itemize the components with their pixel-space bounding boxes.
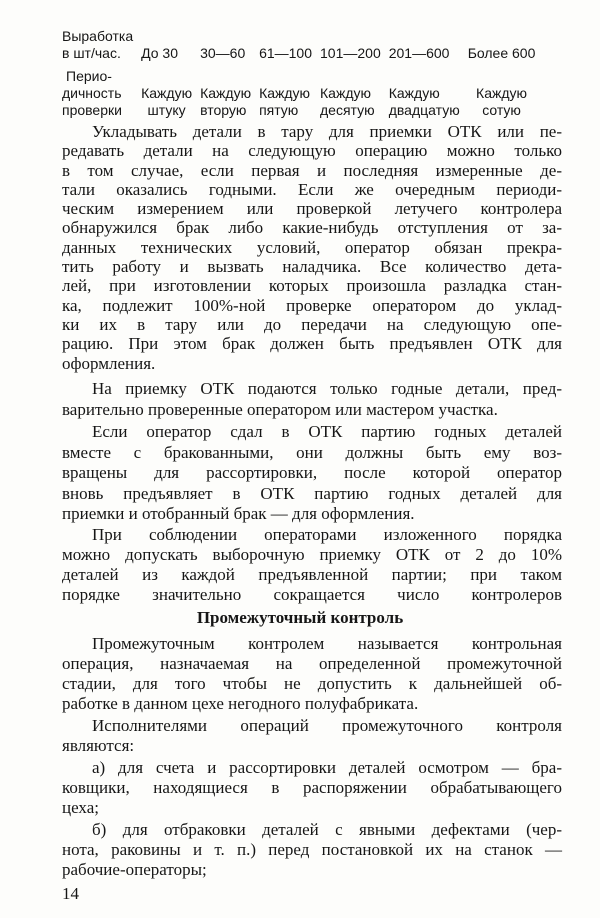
- cell-line: Каждую: [320, 85, 371, 101]
- output-cell: 101—200: [320, 45, 381, 61]
- label-line: дичность: [62, 85, 122, 101]
- text-line: При соблюдении операторами изложенного порядка: [92, 525, 562, 544]
- text-line: варительно проверенные оператором или мастером участка.: [62, 400, 498, 419]
- paragraph: [62, 378, 562, 420]
- text-line: обнаружился брак либо какие-нибудь отступления от за-: [62, 218, 562, 238]
- text-line: а) для счета и рассортировки деталей осмотром — бра-: [92, 758, 562, 777]
- cell-line: Каждую: [259, 85, 311, 101]
- cell-line: штуку: [147, 102, 186, 118]
- frequency-cell: [255, 62, 316, 119]
- paragraph: [62, 422, 562, 525]
- label-line: в шт/час.: [62, 45, 121, 61]
- output-cell: 61—100: [259, 45, 313, 61]
- frequency-cell: [385, 62, 464, 119]
- paragraph: [62, 758, 562, 818]
- text-line: Промежуточным контролем называется контрольная: [92, 634, 562, 653]
- text-line: На приемку ОТК подаются только годные детали, пред-: [92, 379, 562, 398]
- text-line: ческим измерением или проверкой летучего контролера: [62, 199, 562, 219]
- text-line: в том случае, если первая и последняя измеренные де-: [62, 160, 562, 180]
- cell-line: Каждую: [141, 85, 193, 101]
- text-line: приемки и отобранный брак — для оформления.: [62, 504, 415, 523]
- text-line: тали оказались годными. Если же очередным периоди-: [62, 179, 562, 199]
- frequency-cell: [316, 62, 385, 119]
- text-line: можно допускать выборочную приемку ОТК от 2 до 10%: [62, 545, 562, 564]
- frequency-row: [58, 62, 539, 119]
- text-line: б) для отбраковки деталей с явными дефектами (чер-: [92, 820, 562, 839]
- cell-line: Каждую: [476, 85, 528, 101]
- frequency-cell: [137, 62, 196, 119]
- text-line: цеха;: [62, 798, 99, 817]
- text-line: вновь предъявляет в ОТК партию годных деталей для: [62, 483, 562, 503]
- text-line: оформления.: [62, 353, 156, 373]
- cell-line: вторую: [200, 102, 247, 118]
- text-line: операция, назначаемая на определенной промежуточной: [62, 654, 562, 673]
- cell-line: пятую: [259, 102, 299, 118]
- text-line: рабочие-операторы;: [62, 860, 207, 879]
- text-line: являются:: [62, 736, 135, 755]
- text-line: Исполнителями операций промежуточного контроля: [92, 716, 562, 735]
- text-line: рацию. При этом брак должен быть предъявлен ОТК для: [62, 334, 562, 354]
- text-line: лей, при изготовлении которых произошла разладка стан-: [62, 276, 562, 296]
- text-line: деталей из каждой предъявленной партии; при таком: [62, 565, 562, 584]
- text-line: редавать детали на следующую операцию можно только: [62, 141, 562, 161]
- frequency-cell: [464, 62, 540, 119]
- label-line: проверки: [62, 102, 122, 118]
- cell-line: сотую: [482, 102, 521, 118]
- text-line: работке в данном цехе негодного полуфабриката.: [62, 694, 419, 713]
- paragraph: [62, 525, 562, 605]
- cell-line: десятую: [320, 102, 375, 118]
- text-line: вращены для рассортировки, после которой оператор: [62, 463, 562, 482]
- row1-label: [58, 28, 137, 62]
- cell-line: Каждую: [200, 85, 252, 101]
- text-line: ковщики, находящиеся в распоряжении обрабатывающего: [62, 778, 562, 797]
- text-line: Если оператор сдал в ОТК партию годных деталей: [92, 422, 562, 441]
- cell-line: Каждую: [388, 85, 440, 101]
- row2-label: [58, 62, 137, 119]
- label-line: Перио-: [66, 68, 112, 84]
- paragraph: [62, 716, 562, 756]
- paragraph: [62, 820, 562, 880]
- text-line: стадии, для того чтобы не допустить к дальнейшей об-: [62, 674, 562, 693]
- text-line: вместе с бракованными, они должны быть ему воз-: [62, 442, 562, 462]
- paragraph: [62, 634, 562, 714]
- text-line: Укладывать детали в тару для приемки ОТК или пе-: [92, 122, 562, 141]
- text-line: порядке значительно сокращается число контролеров: [62, 585, 562, 604]
- page-number: 14: [62, 884, 79, 903]
- output-cell: Более 600: [467, 45, 536, 61]
- output-cell: До 30: [141, 45, 178, 61]
- text-line: нота, раковины и т. п.) перед постановкой их на станок —: [62, 840, 562, 859]
- text-line: ка, подлежит 100%-ной проверке оператором до уклад-: [62, 295, 562, 315]
- cell-line: двадцатую: [388, 102, 460, 118]
- output-cell: 201—600: [388, 45, 450, 61]
- section-heading: Промежуточный контроль: [196, 608, 404, 627]
- paragraph: [62, 122, 562, 373]
- frequency-cell: [196, 62, 255, 119]
- output-row: [58, 28, 539, 62]
- text-line: данных технических условий, оператор обязан прекра-: [62, 237, 562, 257]
- text-line: ки их в тару или до передачи на следующую опе-: [62, 314, 562, 334]
- text-line: тить работу и вызвать наладчика. Все количество дета-: [62, 257, 562, 277]
- inspection-frequency-table: [58, 28, 539, 119]
- output-cell: 30—60: [200, 45, 246, 61]
- label-line: Выработка: [62, 28, 134, 44]
